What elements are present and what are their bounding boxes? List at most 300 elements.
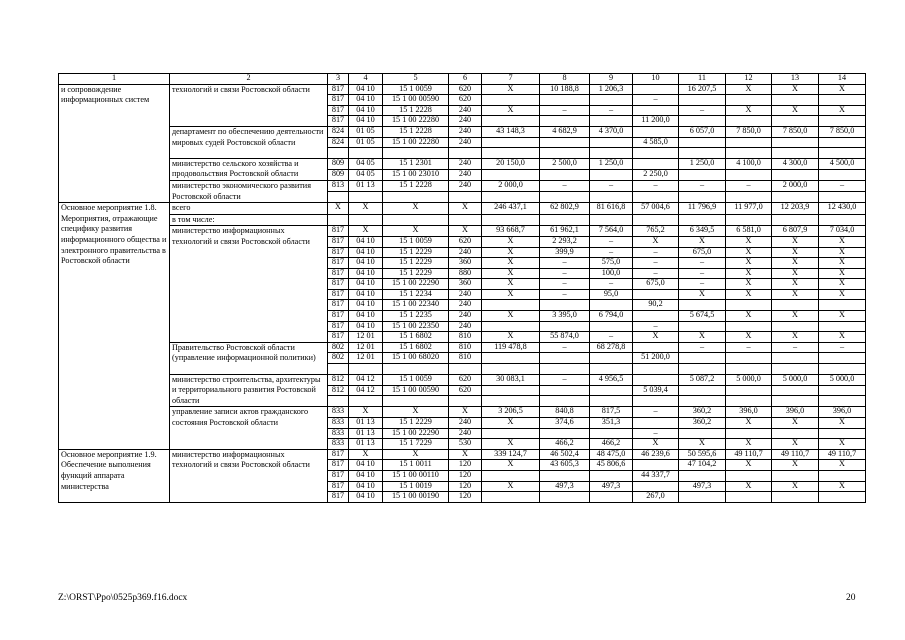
table-cell: X	[819, 332, 866, 343]
table-cell: 15 1 7229	[383, 439, 449, 450]
table-cell: 93 668,7	[482, 226, 540, 237]
table-cell: X	[726, 84, 772, 95]
table-cell	[772, 385, 819, 396]
table-cell: 396,0	[819, 407, 866, 418]
table-cell	[819, 137, 866, 148]
executor-name-cell: управление записи актов гражданского состояния Ростовской области	[170, 407, 328, 449]
table-cell: X	[726, 268, 772, 279]
table-cell: 04 10	[349, 236, 383, 247]
table-row	[59, 158, 866, 169]
table-cell: 530	[449, 439, 482, 450]
table-cell: 802	[328, 342, 349, 353]
table-cell	[540, 428, 590, 439]
table-cell: 240	[449, 169, 482, 180]
table-cell	[540, 353, 590, 364]
table-cell: 120	[449, 460, 482, 471]
table-cell	[772, 116, 819, 127]
table-cell: 15 1 00 22280	[383, 137, 449, 148]
table-cell: 817	[328, 95, 349, 106]
table-cell: 240	[449, 116, 482, 127]
activity-name-cell: Основное мероприятие 1.8. Мероприятия, отражающие специфику развития информационного общества и электронного правительства в Ростовской области	[59, 203, 170, 450]
table-cell: 5 039,4	[633, 385, 679, 396]
table-cell: 01 05	[349, 137, 383, 148]
table-cell: –	[633, 428, 679, 439]
table-cell: X	[726, 258, 772, 269]
table-cell	[590, 428, 633, 439]
table-cell	[772, 470, 819, 481]
table-cell	[633, 214, 679, 226]
table-cell: 47 104,2	[679, 460, 726, 471]
table-cell	[772, 192, 819, 203]
table-cell	[349, 148, 383, 159]
table-cell: X	[819, 236, 866, 247]
table-cell: 12 01	[349, 332, 383, 343]
column-header-4: 4	[349, 74, 383, 85]
table-cell: 1 206,3	[590, 84, 633, 95]
table-cell	[590, 95, 633, 106]
table-cell: 04 10	[349, 321, 383, 332]
table-cell	[772, 214, 819, 226]
table-cell: X	[482, 311, 540, 322]
table-row	[59, 180, 866, 191]
table-cell	[726, 385, 772, 396]
table-cell	[679, 492, 726, 503]
table-cell: 817	[328, 226, 349, 237]
table-cell: 95,0	[590, 289, 633, 300]
table-cell: 04 10	[349, 460, 383, 471]
table-cell	[328, 396, 349, 407]
table-cell	[819, 385, 866, 396]
table-cell: X	[819, 268, 866, 279]
table-cell: 2 500,0	[540, 158, 590, 169]
column-header-5: 5	[383, 74, 449, 85]
table-cell: 833	[328, 418, 349, 429]
table-cell: 360,2	[679, 418, 726, 429]
table-cell	[726, 364, 772, 375]
table-cell: 6 349,5	[679, 226, 726, 237]
table-cell: –	[633, 247, 679, 258]
table-cell: 6 581,0	[726, 226, 772, 237]
table-row	[59, 126, 866, 137]
column-header-3: 3	[328, 74, 349, 85]
table-cell: 04 10	[349, 311, 383, 322]
table-cell: X	[482, 84, 540, 95]
table-cell: 817	[328, 332, 349, 343]
column-header-13: 13	[772, 74, 819, 85]
table-cell	[482, 428, 540, 439]
table-header-row	[59, 74, 866, 85]
table-cell: X	[819, 289, 866, 300]
table-cell	[772, 137, 819, 148]
table-cell	[482, 169, 540, 180]
table-cell: 809	[328, 169, 349, 180]
table-cell	[633, 289, 679, 300]
executor-name-cell: департамент по обеспечению деятельности мировых судей Ростовской области	[170, 126, 328, 158]
table-cell	[819, 300, 866, 311]
table-cell: 20 150,0	[482, 158, 540, 169]
table-cell: X	[679, 332, 726, 343]
table-cell: –	[633, 95, 679, 106]
table-cell	[819, 116, 866, 127]
table-cell: 5 000,0	[819, 374, 866, 385]
table-cell: 15 1 2234	[383, 289, 449, 300]
column-header-6: 6	[449, 74, 482, 85]
table-cell: 48 475,0	[590, 449, 633, 460]
executor-name-cell: в том числе:	[170, 214, 328, 226]
table-cell: X	[772, 84, 819, 95]
table-cell	[819, 169, 866, 180]
table-cell: 809	[328, 158, 349, 169]
table-cell	[590, 169, 633, 180]
table-cell	[383, 364, 449, 375]
table-cell	[540, 95, 590, 106]
table-cell: 15 1 2228	[383, 180, 449, 191]
table-cell: –	[633, 321, 679, 332]
table-cell: 833	[328, 407, 349, 418]
table-cell: –	[772, 342, 819, 353]
table-cell: X	[819, 311, 866, 322]
table-cell: 240	[449, 418, 482, 429]
table-cell: 4 500,0	[819, 158, 866, 169]
table-cell: 817	[328, 268, 349, 279]
table-cell: 4 100,0	[726, 158, 772, 169]
table-cell: 817	[328, 116, 349, 127]
table-cell: 15 1 0011	[383, 460, 449, 471]
table-cell: 675,0	[633, 279, 679, 290]
table-cell: 120	[449, 481, 482, 492]
table-cell: –	[540, 268, 590, 279]
table-cell: 813	[328, 180, 349, 191]
table-cell	[633, 158, 679, 169]
table-cell: 5 674,5	[679, 311, 726, 322]
table-cell: X	[679, 439, 726, 450]
table-cell: 15 1 6802	[383, 332, 449, 343]
table-cell: 240	[449, 247, 482, 258]
table-cell: X	[819, 105, 866, 116]
table-cell	[819, 321, 866, 332]
table-cell	[590, 385, 633, 396]
table-cell: X	[449, 449, 482, 460]
table-cell: 812	[328, 374, 349, 385]
table-cell: 817	[328, 492, 349, 503]
table-cell	[482, 137, 540, 148]
table-cell: 04 10	[349, 492, 383, 503]
table-row	[59, 342, 866, 353]
table-cell: 817	[328, 105, 349, 116]
table-cell: 620	[449, 95, 482, 106]
table-cell	[679, 116, 726, 127]
table-cell: 04 10	[349, 289, 383, 300]
table-cell: 4 585,0	[633, 137, 679, 148]
table-cell: 575,0	[590, 258, 633, 269]
table-cell: 240	[449, 289, 482, 300]
table-cell: X	[819, 460, 866, 471]
table-cell: X	[726, 289, 772, 300]
table-cell: –	[633, 258, 679, 269]
table-cell: X	[819, 481, 866, 492]
table-cell: X	[383, 226, 449, 237]
table-cell: 15 1 00 00590	[383, 95, 449, 106]
table-cell	[383, 148, 449, 159]
table-cell	[726, 148, 772, 159]
table-cell: 3 395,0	[540, 311, 590, 322]
table-cell: X	[328, 203, 349, 215]
table-cell	[482, 364, 540, 375]
table-cell: 817	[328, 279, 349, 290]
table-cell: X	[819, 247, 866, 258]
table-cell	[772, 428, 819, 439]
table-row	[59, 374, 866, 385]
table-cell: X	[772, 236, 819, 247]
table-cell: 1 250,0	[679, 158, 726, 169]
table-cell	[349, 192, 383, 203]
table-cell: 2 000,0	[772, 180, 819, 191]
table-cell: 68 278,8	[590, 342, 633, 353]
table-cell	[633, 396, 679, 407]
table-cell: X	[726, 481, 772, 492]
table-cell: –	[819, 180, 866, 191]
table-cell: 7 850,0	[819, 126, 866, 137]
table-cell: 15 1 00 00590	[383, 385, 449, 396]
table-row	[59, 214, 866, 226]
table-cell	[679, 353, 726, 364]
table-cell: 240	[449, 105, 482, 116]
table-cell: 49 110,7	[726, 449, 772, 460]
table-cell: 04 10	[349, 105, 383, 116]
executor-name-cell: технологий и связи Ростовской области	[170, 84, 328, 126]
table-cell	[590, 396, 633, 407]
table-cell: X	[726, 439, 772, 450]
table-cell	[679, 148, 726, 159]
table-cell	[772, 300, 819, 311]
table-cell	[540, 137, 590, 148]
executor-name-cell: Правительство Ростовской области (управление информационной политики)	[170, 342, 328, 374]
table-cell	[679, 385, 726, 396]
table-cell: –	[679, 279, 726, 290]
table-cell: 7 850,0	[726, 126, 772, 137]
column-header-10: 10	[633, 74, 679, 85]
table-cell: –	[590, 279, 633, 290]
table-cell	[679, 396, 726, 407]
table-cell: –	[590, 180, 633, 191]
table-cell: 817	[328, 470, 349, 481]
table-cell: –	[590, 236, 633, 247]
table-cell: 51 200,0	[633, 353, 679, 364]
table-cell: X	[772, 279, 819, 290]
table-cell: X	[482, 279, 540, 290]
column-header-1: 1	[59, 74, 170, 85]
table-cell: 15 1 2235	[383, 311, 449, 322]
table-cell: 12 01	[349, 353, 383, 364]
table-cell: X	[726, 418, 772, 429]
table-cell	[590, 470, 633, 481]
table-cell	[328, 214, 349, 226]
table-cell: 11 200,0	[633, 116, 679, 127]
table-cell	[328, 148, 349, 159]
table-cell	[633, 374, 679, 385]
table-cell	[540, 214, 590, 226]
table-cell	[349, 214, 383, 226]
table-cell: X	[679, 236, 726, 247]
table-cell: 04 10	[349, 470, 383, 481]
table-cell: 1 250,0	[590, 158, 633, 169]
table-cell: –	[590, 247, 633, 258]
table-cell	[449, 148, 482, 159]
table-cell: 62 802,9	[540, 203, 590, 215]
table-cell	[540, 364, 590, 375]
table-cell: 12 430,0	[819, 203, 866, 215]
table-cell	[726, 300, 772, 311]
table-cell	[590, 492, 633, 503]
table-cell: 04 10	[349, 279, 383, 290]
table-cell: X	[349, 449, 383, 460]
table-cell: X	[349, 203, 383, 215]
table-cell: 15 1 00 23010	[383, 169, 449, 180]
table-cell	[540, 192, 590, 203]
table-cell	[482, 192, 540, 203]
table-cell: X	[482, 247, 540, 258]
table-cell: 15 1 2228	[383, 105, 449, 116]
table-cell: 817	[328, 311, 349, 322]
table-cell: 240	[449, 300, 482, 311]
table-cell	[772, 321, 819, 332]
table-cell: 15 1 00 68020	[383, 353, 449, 364]
table-cell	[482, 492, 540, 503]
table-cell	[679, 192, 726, 203]
table-cell	[679, 300, 726, 311]
column-header-8: 8	[540, 74, 590, 85]
table-cell	[590, 300, 633, 311]
table-cell	[482, 353, 540, 364]
table-cell	[633, 364, 679, 375]
table-cell: X	[633, 439, 679, 450]
table-cell: 4 300,0	[772, 158, 819, 169]
table-cell	[633, 126, 679, 137]
table-cell	[633, 460, 679, 471]
table-cell: X	[449, 203, 482, 215]
table-cell: X	[772, 247, 819, 258]
table-cell: X	[819, 84, 866, 95]
table-cell: 15 1 2301	[383, 158, 449, 169]
table-cell	[482, 116, 540, 127]
table-cell	[590, 364, 633, 375]
table-cell: X	[819, 418, 866, 429]
table-cell: X	[772, 268, 819, 279]
table-cell	[540, 396, 590, 407]
table-cell: 817	[328, 321, 349, 332]
table-cell: 120	[449, 492, 482, 503]
table-cell: 50 595,6	[679, 449, 726, 460]
table-cell	[540, 148, 590, 159]
table-row	[59, 203, 866, 215]
table-cell: 30 083,1	[482, 374, 540, 385]
table-cell: 15 1 2229	[383, 258, 449, 269]
table-cell: X	[482, 481, 540, 492]
table-cell	[482, 148, 540, 159]
table-cell: X	[482, 105, 540, 116]
table-cell: 15 1 0019	[383, 481, 449, 492]
table-cell	[679, 95, 726, 106]
table-cell	[482, 214, 540, 226]
table-cell: 817	[328, 258, 349, 269]
table-cell	[772, 95, 819, 106]
table-cell	[726, 396, 772, 407]
table-cell	[540, 116, 590, 127]
table-cell	[679, 137, 726, 148]
column-header-9: 9	[590, 74, 633, 85]
table-cell: 466,2	[590, 439, 633, 450]
table-cell	[726, 137, 772, 148]
table-cell	[726, 169, 772, 180]
table-cell: 5 000,0	[726, 374, 772, 385]
table-cell: 15 1 2228	[383, 126, 449, 137]
table-cell: 810	[449, 353, 482, 364]
table-cell: 2 293,2	[540, 236, 590, 247]
table-cell: 15 1 2229	[383, 247, 449, 258]
table-cell: X	[633, 236, 679, 247]
table-cell: –	[540, 289, 590, 300]
table-cell: –	[540, 342, 590, 353]
table-cell: X	[449, 226, 482, 237]
table-cell: X	[726, 105, 772, 116]
table-cell: 15 1 2229	[383, 418, 449, 429]
table-cell: 6 057,0	[679, 126, 726, 137]
table-cell: 4 370,0	[590, 126, 633, 137]
table-cell	[633, 192, 679, 203]
table-cell: 12 203,9	[772, 203, 819, 215]
table-cell: 43 148,3	[482, 126, 540, 137]
executor-name-cell: министерство экономического развития Ростовской области	[170, 180, 328, 202]
table-cell: 339 124,7	[482, 449, 540, 460]
table-cell: X	[772, 105, 819, 116]
table-cell: X	[679, 289, 726, 300]
table-cell: 817	[328, 481, 349, 492]
table-cell	[679, 428, 726, 439]
table-cell	[819, 396, 866, 407]
table-cell: 399,9	[540, 247, 590, 258]
table-cell	[679, 169, 726, 180]
table-cell: 12 01	[349, 342, 383, 353]
table-cell: X	[726, 460, 772, 471]
table-cell: 81 616,8	[590, 203, 633, 215]
table-cell: 360,2	[679, 407, 726, 418]
table-cell	[726, 353, 772, 364]
table-cell: –	[633, 268, 679, 279]
table-cell: 466,2	[540, 439, 590, 450]
executor-name-cell: министерство сельского хозяйства и продовольствия Ростовской области	[170, 158, 328, 180]
table-cell: 396,0	[772, 407, 819, 418]
budget-table	[58, 73, 866, 503]
table-cell: 15 1 00 22280	[383, 116, 449, 127]
table-cell: 240	[449, 126, 482, 137]
table-cell	[328, 192, 349, 203]
table-cell	[449, 396, 482, 407]
table-cell: 4 682,9	[540, 126, 590, 137]
table-row	[59, 226, 866, 237]
table-cell	[540, 321, 590, 332]
table-cell: –	[679, 105, 726, 116]
table-cell: 374,6	[540, 418, 590, 429]
table-cell: –	[633, 407, 679, 418]
table-cell: X	[482, 258, 540, 269]
column-header-12: 12	[726, 74, 772, 85]
executor-name-cell: министерство информационных технологий и связи Ростовской области	[170, 449, 328, 502]
table-cell: 817	[328, 300, 349, 311]
table-cell: X	[726, 332, 772, 343]
table-cell	[633, 311, 679, 322]
table-cell: 90,2	[633, 300, 679, 311]
table-cell: X	[482, 236, 540, 247]
